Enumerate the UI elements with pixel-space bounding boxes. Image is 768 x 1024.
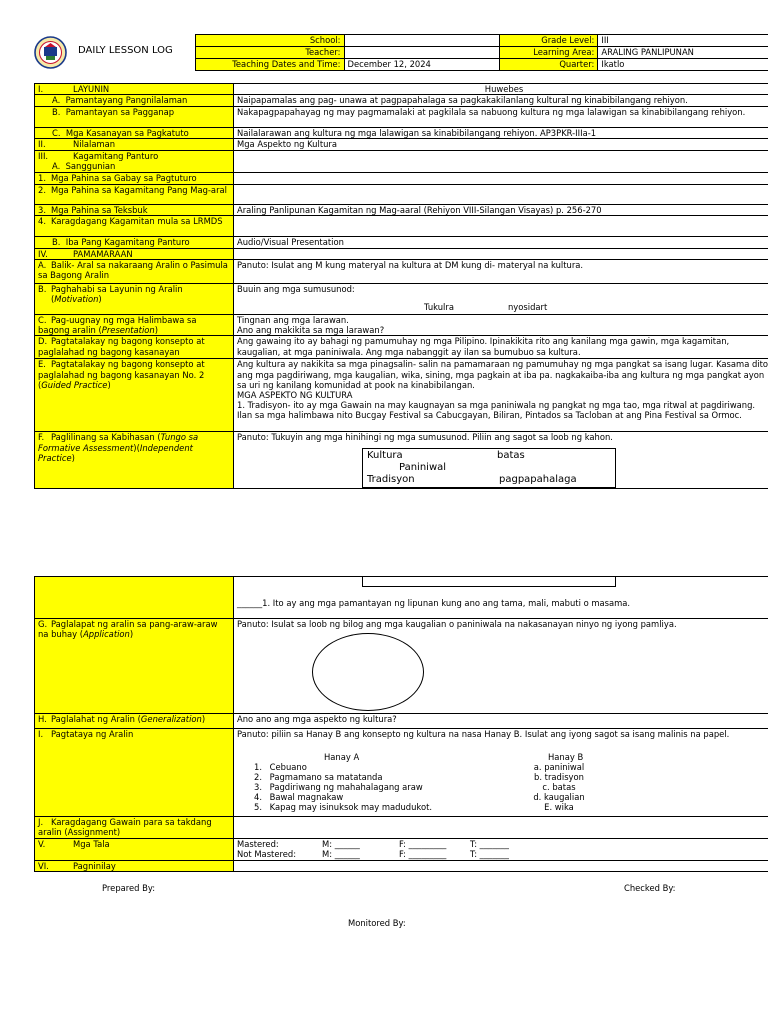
scrambled-word-2: nyosidart [508, 302, 548, 313]
answer-circle[interactable] [312, 633, 424, 711]
word-bank-item: batas [497, 450, 525, 462]
row-paglilinang-value[interactable] [234, 432, 768, 489]
row-pagtataya-value[interactable] [234, 729, 768, 817]
hanay-a-item: 5. Kapag may isinuksok may madudukot. [254, 802, 433, 813]
not-mastered-label: Not Mastered: [237, 849, 297, 859]
row-pamamaraan-label: IV. PAMAMARAAN [35, 249, 234, 260]
grade-level-label: Grade Level: [500, 35, 598, 47]
monitored-by-label: Monitored By: [348, 918, 406, 928]
row-mga-tala-label: V. Mga Tala [35, 839, 234, 861]
teacher-label: Teacher: [196, 47, 345, 59]
learning-area-label: Learning Area: [500, 47, 598, 59]
hanay-a-item: 4. Bawal magnakaw [254, 792, 344, 803]
row-paglilinang-cont-value[interactable] [234, 577, 768, 619]
row-pamantayan-pagganap-value[interactable]: Nakapagpapahayag ng may pagmamalaki at pagkilala sa nabuong kultura ng mga lalawigan sa kinabibilangang rehiyon. [234, 107, 768, 128]
row-paglalahat-value[interactable]: Ano ano ang mga aspekto ng kultura? [234, 714, 768, 729]
quarter-label: Quarter: [500, 59, 598, 71]
school-label: School: [196, 35, 345, 47]
mastered-f[interactable]: F: _________ [399, 839, 447, 849]
word-bank-item: Kultura [367, 450, 403, 462]
row-karagdagang-gawain-value[interactable] [234, 817, 768, 839]
row-kagamitang-pang-value[interactable] [234, 185, 768, 205]
day-header: Huwebes [234, 84, 768, 95]
word-bank-item: Tradisyon [367, 474, 415, 486]
tradisyon-definition: 1. Tradisyon- ito ay mga Gawain na may kaugnayan sa mga paniniwala ng pangkat ng mga tao, mga ritwal at pagdiriwang. Ilan sa mga halimbawa nito Bucgay Festival sa Cabucgayan, Biliran, Pintados sa Tacloban at ang Pina Festival sa Ormoc. [237, 399, 756, 420]
header-table [195, 34, 768, 71]
not-mastered-t[interactable]: T: _______ [470, 849, 509, 859]
not-mastered-m[interactable]: M: ______ [322, 849, 360, 859]
hanay-b-list [504, 762, 614, 812]
aspekto-heading: MGA ASPEKTO NG KULTURA [237, 389, 353, 400]
hanay-a-heading: Hanay A [324, 752, 360, 762]
deped-seal-logo [34, 36, 67, 69]
row-pamantayang-pangnilalaman-label: A. Pamantayang Pangnilalaman [35, 95, 234, 107]
row-kagamitan-value[interactable] [234, 151, 768, 173]
row-kasanayan-value[interactable]: Nailalarawan ang kultura ng mga lalawigan sa kinabibilangang rehiyon. AP3PKR-IIIa-1 [234, 128, 768, 139]
row-iba-label: B. Iba Pang Kagamitang Panturo [35, 237, 234, 249]
row-lrmds-value[interactable] [234, 216, 768, 237]
hanay-b-item: c. batas [542, 782, 576, 793]
row-paglilinang-cont-label [35, 577, 234, 619]
word-bank-item: pagpapahalaga [499, 474, 577, 486]
row-paghahabi-label: B. Paghahabi sa Layunin ng Aralin (Motivation) [35, 284, 234, 315]
row-pagninilay-label: VI. Pagninilay [35, 861, 234, 872]
row-balik-aral-value[interactable]: Panuto: Isulat ang M kung materyal na kultura at DM kung di- materyal na kultura. [234, 260, 768, 284]
pag-uugnay-line-1: Tingnan ang mga larawan. [237, 315, 349, 326]
row-paglalahat-label: H. Paglalahat ng Aralin (Generalization) [35, 714, 234, 729]
hanay-a-item: 1. Cebuano [254, 762, 307, 772]
school-value[interactable] [344, 35, 500, 47]
row-kagamitang-pang-label: 2. Mga Pahina sa Kagamitang Pang Mag-aral [35, 185, 234, 205]
teaching-dates-value[interactable]: December 12, 2024 [344, 59, 500, 71]
pagtataya-instruction: Panuto: piliin sa Hanay B ang konsepto ng kultura na nasa Hanay B. Isulat ang iyong sagot sa isang malinis na papel. [237, 729, 730, 739]
not-mastered-f[interactable]: F: _________ [399, 849, 447, 859]
teaching-dates-label: Teaching Dates and Time: [196, 59, 345, 71]
grade-level-value[interactable]: III [598, 35, 768, 47]
row-kasanayan-label: C. Mga Kasanayan sa Pagkatuto [35, 128, 234, 139]
row-teksbuk-value[interactable]: Araling Panlipunan Kagamitan ng Mag-aaral (Rehiyon VIII-Silangan Visayas) p. 256-270 [234, 205, 768, 216]
hanay-b-item: E. wika [544, 802, 574, 813]
row-gabay-label: 1. Mga Pahina sa Gabay sa Pagtuturo [35, 173, 234, 185]
row-pamantayan-pagganap-label: B. Pamantayan sa Pagganap [35, 107, 234, 128]
row-pamamaraan-value[interactable] [234, 249, 768, 260]
word-bank-box [362, 448, 616, 488]
prepared-by-label: Prepared By: [102, 883, 156, 893]
row-nilalaman-label: II. Nilalaman [35, 139, 234, 151]
row-teksbuk-label: 3. Mga Pahina sa Teksbuk [35, 205, 234, 216]
row-pamantayang-pangnilalaman-value[interactable]: Naipapamalas ang pag- unawa at pagpapahalaga sa pagkakakilanlang kultural ng kinabibilangang rehiyon. [234, 95, 768, 107]
mastered-label: Mastered: [237, 839, 279, 849]
learning-area-value[interactable]: ARALING PANLIPUNAN [598, 47, 768, 59]
lesson-table-page-1 [34, 83, 768, 489]
row-mga-tala-value[interactable] [234, 839, 768, 861]
paglilinang-instruction: Panuto: Tukuyin ang mga hinihingi ng mga sumusunod. Piliin ang sagot sa loob ng kahon. [237, 432, 613, 443]
lesson-table-page-2 [34, 576, 768, 872]
row-karagdagang-gawain-label: J. Karagdagang Gawain para sa takdang aralin (Assignment) [35, 817, 234, 839]
row-paghahabi-value[interactable] [234, 284, 768, 315]
row-paglalapat-label: G. Paglalapat ng aralin sa pang-araw-araw na buhay (Application) [35, 619, 234, 714]
hanay-a-item: 2. Pagmamano sa matatanda [254, 772, 383, 783]
row-pag-uugnay-label: C. Pag-uugnay ng mga Halimbawa sa bagong aralin (Presentation) [35, 315, 234, 336]
row-paglilinang-label: F. Paglilinang sa Kabihasan (Tungo sa Formative Assessment)(Independent Practice) [35, 432, 234, 489]
pag-uugnay-line-2: Ano ang makikita sa mga larawan? [237, 325, 385, 336]
row-pagtatalakay-2-value[interactable] [234, 359, 768, 432]
row-pag-uugnay-value[interactable] [234, 315, 768, 336]
paghahabi-instruction: Buuin ang mga sumusunod: [237, 284, 355, 295]
row-pagtatalakay-1-value[interactable]: Ang gawaing ito ay bahagi ng pamumuhay ng mga Pilipino. Ipinakikita rito ang kanilang mga gawin, mga kagamitan, kaugalian, at mga paniniwala. Ang mga nabanggit ay ilan sa bumubuo sa kultura. [234, 336, 768, 359]
row-iba-value[interactable]: Audio/Visual Presentation [234, 237, 768, 249]
row-balik-aral-label: A. Balik- Aral sa nakaraang Aralin o Pasimula sa Bagong Aralin [35, 260, 234, 284]
paglilinang-item-1: ______1. Ito ay ang mga pamantayan ng lipunan kung ano ang tama, mali, mabuti o masama. [237, 598, 631, 608]
mastered-t[interactable]: T: _______ [470, 839, 509, 849]
row-pagninilay-value[interactable] [234, 861, 768, 872]
mastered-m[interactable]: M: ______ [322, 839, 360, 849]
row-layunin-label: I. LAYUNIN [35, 84, 234, 95]
row-lrmds-label: 4. Karagdagang Kagamitan mula sa LRMDS [35, 216, 234, 237]
quarter-value[interactable]: Ikatlo [598, 59, 768, 71]
hanay-a-list [254, 762, 432, 812]
checked-by-label: Checked By: [624, 883, 676, 893]
row-nilalaman-value[interactable]: Mga Aspekto ng Kultura [234, 139, 768, 151]
row-pagtatalakay-1-label: D. Pagtatalakay ng bagong konsepto at paglalahad ng bagong kasanayan [35, 336, 234, 359]
row-pagtatalakay-2-label: E. Pagtatalakay ng bagong konsepto at paglalahad ng bagong kasanayan No. 2 (Guided Practice) [35, 359, 234, 432]
hanay-b-item: d. kaugalian [533, 792, 585, 803]
row-paglalapat-value[interactable] [234, 619, 768, 714]
hanay-b-item: b. tradisyon [534, 772, 584, 783]
hanay-a-item: 3. Pagdiriwang ng mahahalagang araw [254, 782, 423, 793]
paglalapat-instruction: Panuto: Isulat sa loob ng bilog ang mga kaugalian o paniniwala na nakasanayan ninyo ng iyong pamliya. [237, 619, 677, 629]
document-title: DAILY LESSON LOG [78, 45, 173, 56]
hanay-b-heading: Hanay B [548, 752, 584, 762]
word-bank-item: Paniniwal [399, 462, 447, 474]
hanay-b-item: a. paniniwal [533, 762, 585, 772]
row-gabay-value[interactable] [234, 173, 768, 185]
row-kagamitan-label: III. Kagamitang Panturo A. Sanggunian [35, 151, 234, 173]
word-bank-box-bottom [362, 577, 616, 588]
row-pagtataya-label: I. Pagtataya ng Aralin [35, 729, 234, 817]
teacher-value[interactable] [344, 47, 500, 59]
kultura-definition: Ang kultura ay nakikita sa mga pinagsalin- salin na pamamaraan ng pamumuhay ng mga pangkat sa isang lugar. Kasama dito ang mga pagdiriwang, mga kaugalian, wika, sining, mga pagkain at iba pa. nagkakaiba-iba ang kultura ng mga pangkat ayon sa uri ng kanilang komunidad at pook na kinabibilangan. [237, 359, 768, 390]
scrambled-word-1: Tukulra [424, 302, 454, 313]
